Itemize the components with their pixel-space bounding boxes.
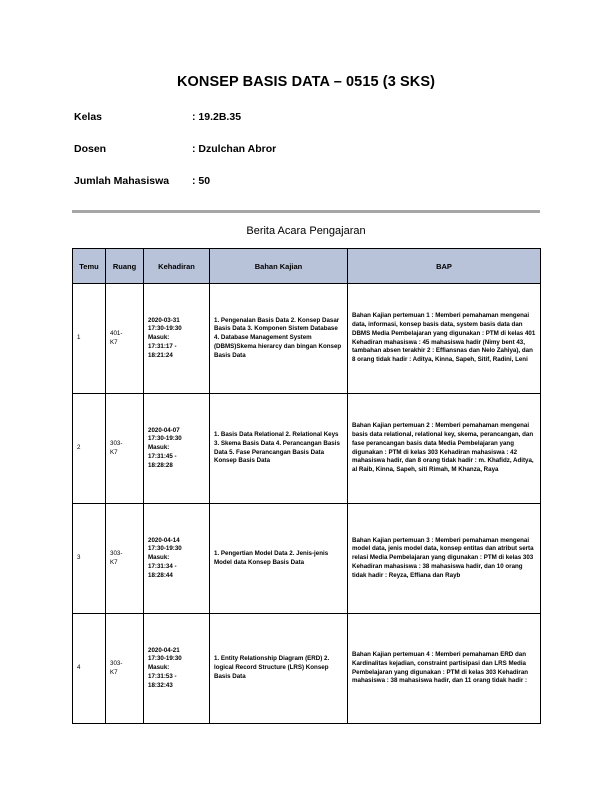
info-dosen [74, 143, 276, 155]
header-bahan-kajian: Bahan Kajian [210, 249, 348, 284]
cell-temu: 3 [73, 504, 106, 614]
cell-ruang: 303- K7 [106, 614, 144, 724]
info-jumlah-mahasiswa-label: Jumlah Mahasiswa [74, 175, 170, 187]
info-dosen-value: : Dzulchan Abror [192, 143, 277, 155]
info-kelas [74, 111, 241, 123]
header-ruang: Ruang [106, 249, 144, 284]
section-subtitle: Berita Acara Pengajaran [246, 225, 366, 237]
header-kehadiran: Kehadiran [144, 249, 210, 284]
cell-bap: Bahan Kajian pertemuan 3 : Memberi pemahaman mengenai model data, jenis model data, konsep entitas dan atribut serta relasi Media Pembelajaran yang digunakan : PTM di kelas 303 Kehadiran mahasiswa : 38 mahasiswa hadir, dan 10 orang tidak hadir : Reyza, Effiana dan Rayb [348, 504, 541, 614]
cell-temu: 4 [73, 614, 106, 724]
cell-bap: Bahan Kajian pertemuan 1 : Memberi pemahaman mengenai data, informasi, konsep basis data, system basis data dan DBMS Media Pembelajaran yang digunakan : PTM di kelas 401 Kehadiran mahasiswa : 45 mahasiswa hadir (Nimy bent 43, tambahan absen terakhir 2 : Effiansnas dan Nelo Zahiya), dan 8 orang tidak hadir : Aditya, Kinna, Sapeh, Sitif, Radini, Leni [348, 284, 541, 394]
cell-bap: Bahan Kajian pertemuan 2 : Memberi pemahaman mengenai basis data relational, relational key, skema, perancangan, dan fase perancangan basis data Media Pembelajaran yang digunakan : PTM di kelas 303 Kehadiran mahasiswa : 42 mahasiswa hadir, dan 8 orang tidak hadir : m. Khafidz, Aditya, al Raib, Kinna, Sapeh, siti Rimah, M Khanza, Raya [348, 394, 541, 504]
cell-bahan-kajian: 1. Entity Relationship Diagram (ERD) 2. logical Record Structure (LRS) Konsep Basis Data [210, 614, 348, 724]
cell-ruang: 401- K7 [106, 284, 144, 394]
cell-bap: Bahan Kajian pertemuan 4 : Memberi pemahaman ERD dan Kardinalitas kejadian, constraint partisipasi dan LRS Media Pembelajaran yang digunakan : PTM di kelas 303 Kehadiran mahasiswa : 38 mahasiswa hadir, dan 11 orang tidak hadir : [348, 614, 541, 724]
header-bap: BAP [348, 249, 541, 284]
cell-bahan-kajian: 1. Pengenalan Basis Data 2. Konsep Dasar Basis Data 3. Komponen Sistem Database 4. Database Management System (DBMS)Skema hierarcy dan bingan Konsep Basis Data [210, 284, 348, 394]
table-row [73, 284, 541, 394]
info-dosen-label: Dosen [74, 143, 107, 155]
info-jumlah-mahasiswa [74, 175, 210, 187]
info-jumlah-mahasiswa-value: : 50 [192, 175, 211, 187]
cell-kehadiran: 2020-04-07 17:30-19:30 Masuk: 17:31:45 - 18:28:28 [144, 394, 210, 504]
cell-ruang: 303- K7 [106, 394, 144, 504]
table-row [73, 614, 541, 724]
cell-bahan-kajian: 1. Pengertian Model Data 2. Jenis-jenis Model data Konsep Basis Data [210, 504, 348, 614]
page-title: KONSEP BASIS DATA – 0515 (3 SKS) [176, 74, 436, 90]
info-kelas-label: Kelas [74, 111, 103, 123]
table-header-row [73, 249, 541, 284]
cell-bahan-kajian: 1. Basis Data Relational 2. Relational Keys 3. Skema Basis Data 4. Perancangan Basis Data 5. Fase Perancangan Basis Data Konsep Basis Data [210, 394, 348, 504]
cell-kehadiran: 2020-04-21 17:30-19:30 Masuk: 17:31:53 - 18:32:43 [144, 614, 210, 724]
header-temu: Temu [73, 249, 106, 284]
info-kelas-value: : 19.2B.35 [192, 111, 242, 123]
table-row [73, 504, 541, 614]
cell-kehadiran: 2020-04-14 17:30-19:30 Masuk: 17:31:34 - 18:28:44 [144, 504, 210, 614]
cell-kehadiran: 2020-03-31 17:30-19:30 Masuk: 17:31:17 - 18:21:24 [144, 284, 210, 394]
cell-ruang: 303- K7 [106, 504, 144, 614]
cell-temu: 1 [73, 284, 106, 394]
bap-table [72, 248, 541, 724]
cell-temu: 2 [73, 394, 106, 504]
section-divider [72, 210, 540, 213]
table-row [73, 394, 541, 504]
